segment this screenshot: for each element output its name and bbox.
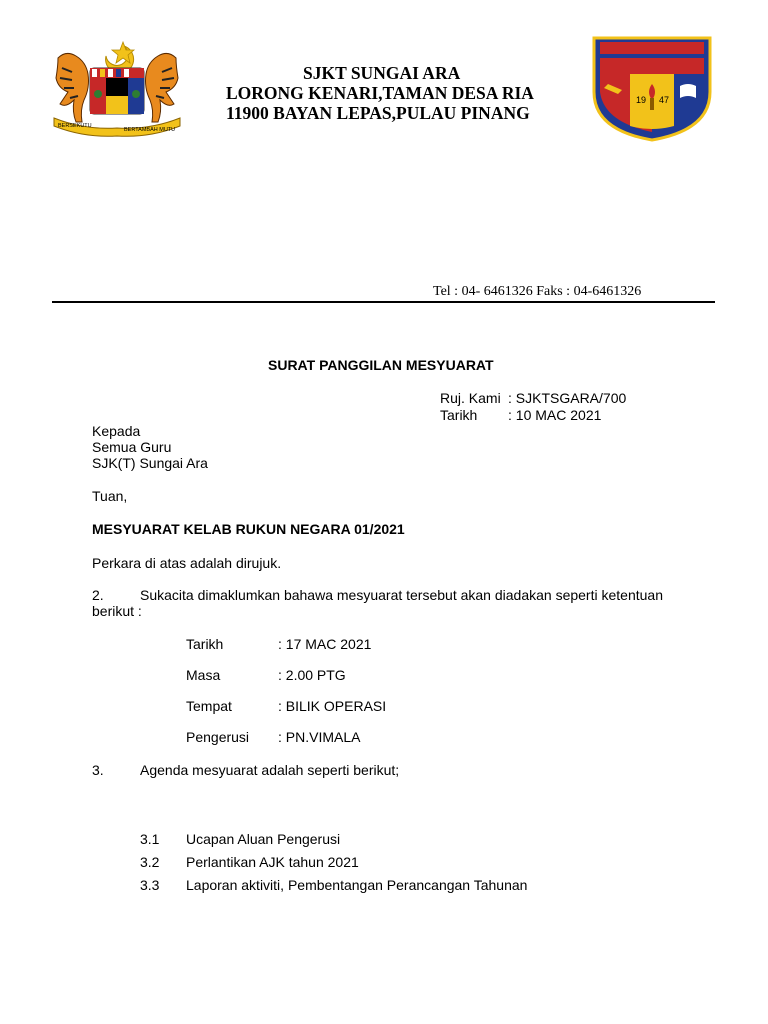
- recipient-line: Semua Guru: [92, 439, 172, 455]
- detail-value: : 2.00 PTG: [278, 667, 346, 683]
- salutation: Tuan,: [92, 488, 128, 504]
- paragraph-2-line-2: berikut :: [92, 603, 142, 619]
- agenda-item: Perlantikan AJK tahun 2021: [186, 854, 359, 870]
- detail-value: : BILIK OPERASI: [278, 698, 387, 714]
- agenda-number: 3.3: [140, 877, 160, 893]
- detail-label: Tempat: [186, 698, 232, 714]
- detail-value: : 17 MAC 2021: [278, 636, 372, 652]
- detail-label: Masa: [186, 667, 221, 683]
- address-line-1: LORONG KENARI,TAMAN DESA RIA: [226, 83, 534, 103]
- paragraph-2-number: 2.: [92, 587, 104, 603]
- letter-title: SURAT PANGGILAN MESYUARAT: [268, 357, 494, 373]
- paragraph-1: Perkara di atas adalah dirujuk.: [92, 555, 282, 571]
- paragraph-3-number: 3.: [92, 762, 104, 778]
- subject: MESYUARAT KELAB RUKUN NEGARA 01/2021: [92, 521, 405, 537]
- recipient-line: Kepada: [92, 423, 141, 439]
- address-line-2: 11900 BAYAN LEPAS,PULAU PINANG: [226, 103, 530, 123]
- right-tiger-icon: [146, 53, 179, 122]
- svg-text:BERTAMBAH MUTU: BERTAMBAH MUTU: [124, 127, 176, 133]
- svg-text:19: 19: [636, 95, 647, 105]
- agenda-number: 3.1: [140, 831, 160, 847]
- paragraph-3-text: Agenda mesyuarat adalah seperti berikut;: [140, 762, 400, 778]
- malaysia-crest-logo: [48, 38, 186, 140]
- svg-text:47: 47: [659, 95, 670, 105]
- agenda-number: 3.2: [140, 854, 160, 870]
- detail-label: Tarikh: [186, 636, 224, 652]
- ref-label: Ruj. Kami: [440, 390, 501, 406]
- svg-text:BERSEKUTU: BERSEKUTU: [58, 123, 92, 129]
- agenda-item: Laporan aktiviti, Pembentangan Perancangan Tahunan: [186, 877, 528, 893]
- date-value: : 10 MAC 2021: [508, 407, 602, 423]
- ref-value: : SJKTSGARA/700: [508, 390, 627, 406]
- school-badge-logo: [590, 34, 714, 142]
- left-tiger-icon: [56, 53, 89, 122]
- recipient-line: SJK(T) Sungai Ara: [92, 455, 208, 471]
- date-label: Tarikh: [440, 407, 478, 423]
- agenda-item: Ucapan Aluan Pengerusi: [186, 831, 341, 847]
- contact-info: Tel : 04- 6461326 Faks : 04-6461326: [433, 284, 642, 299]
- school-name: SJKT SUNGAI ARA: [303, 63, 461, 83]
- paragraph-2-line-1: Sukacita dimaklumkan bahawa mesyuarat tersebut akan diadakan seperti ketentuan: [140, 587, 663, 603]
- detail-label: Pengerusi: [186, 729, 250, 745]
- detail-value: : PN.VIMALA: [278, 729, 361, 745]
- header-divider: [52, 301, 715, 303]
